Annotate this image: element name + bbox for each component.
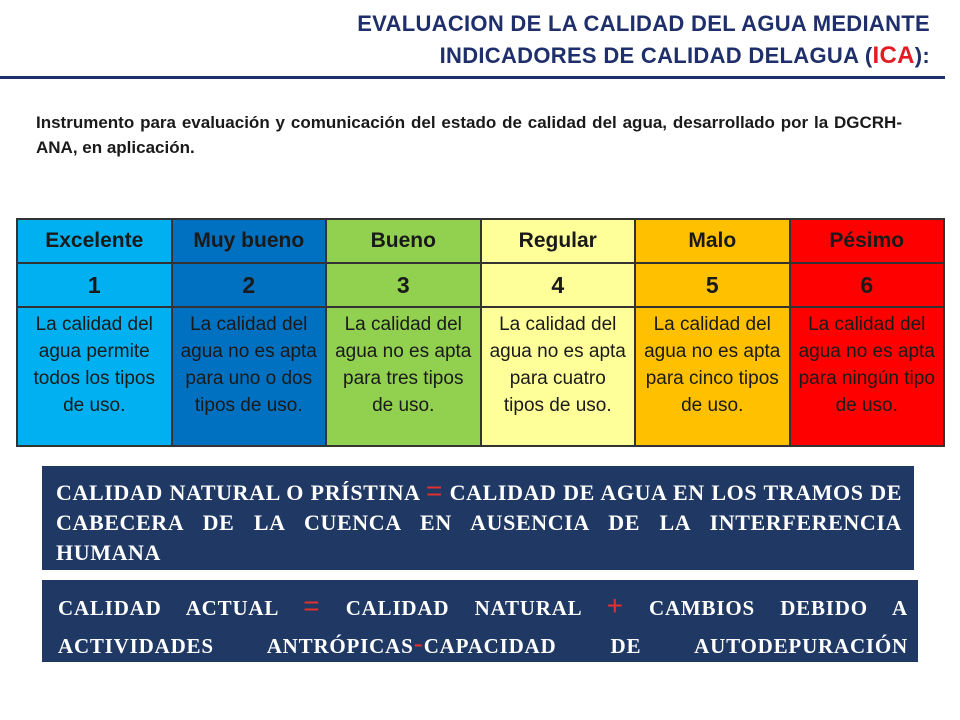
intro-text: Instrumento para evaluación y comunicación del estado de calidad del agua, desarrollado por la DGCRH-ANA, en aplicación. (36, 113, 902, 157)
equals-operator: = (426, 475, 443, 506)
current-quality-equation-box (42, 580, 918, 662)
eq1-left: CALIDAD NATURAL O PRÍSTINA (56, 480, 420, 505)
ica-rank-cell: 1 (17, 263, 172, 307)
equals-operator: = (303, 590, 321, 621)
ica-name-cell: Malo (635, 219, 790, 263)
eq2-term1: CALIDAD ACTUAL (58, 596, 279, 620)
ica-name-cell: Excelente (17, 219, 172, 263)
eq2-line1 (58, 588, 908, 664)
ica-rank-cell: 5 (635, 263, 790, 307)
ica-description-cell: La calidad del agua no es apta para cinco tipos de uso. (635, 307, 790, 446)
ica-name-cell: Regular (481, 219, 636, 263)
ica-description-cell: La calidad del agua no es apta para cuatro tipos de uso. (481, 307, 636, 446)
ica-name-cell: Bueno (326, 219, 481, 263)
ica-rank-cell: 3 (326, 263, 481, 307)
title-acronym: ICA (872, 42, 915, 69)
ica-rank-cell: 2 (172, 263, 327, 307)
ica-name-cell: Pésimo (790, 219, 945, 263)
eq2-term2: CALIDAD NATURAL (345, 596, 582, 620)
ica-name-cell: Muy bueno (172, 219, 327, 263)
natural-quality-definition-box (42, 466, 914, 570)
title-line1: EVALUACION DE LA CALIDAD DEL AGUA MEDIANTE (357, 11, 930, 36)
ica-descriptions-row (17, 307, 944, 446)
ica-description-cell: La calidad del agua no es apta para tres tipos de uso. (326, 307, 481, 446)
title-divider (0, 76, 945, 79)
ica-rank-cell: 4 (481, 263, 636, 307)
title-line2-post: ): (914, 43, 930, 68)
eq2-term4: CAPACIDAD DE AUTODEPURACIÓN (423, 634, 908, 658)
ica-names-row (17, 219, 944, 263)
ica-ranks-row (17, 263, 944, 307)
ica-description-cell: La calidad del agua no es apta para uno o dos tipos de uso. (172, 307, 327, 446)
page-title (120, 8, 930, 72)
ica-description-cell: La calidad del agua no es apta para ningún tipo de uso. (790, 307, 945, 446)
title-line2-pre: INDICADORES DE CALIDAD DELAGUA ( (439, 43, 873, 68)
ica-scale-table (16, 218, 945, 447)
ica-rank-cell: 6 (790, 263, 945, 307)
eq1-right: CALIDAD DE AGUA EN LOS TRAMOS DE CABECERA DE LA CUENCA EN AUSENCIA DE LA INTERFERENCIA HUMANA (56, 480, 903, 565)
eq2-term3: CAMBIOS DEBIDO A ACTIVIDADES ANTRÓPICAS (58, 596, 908, 658)
minus-operator: - (413, 628, 424, 659)
ica-description-cell: La calidad del agua permite todos los tipos de uso. (17, 307, 172, 446)
plus-operator: + (606, 590, 624, 621)
